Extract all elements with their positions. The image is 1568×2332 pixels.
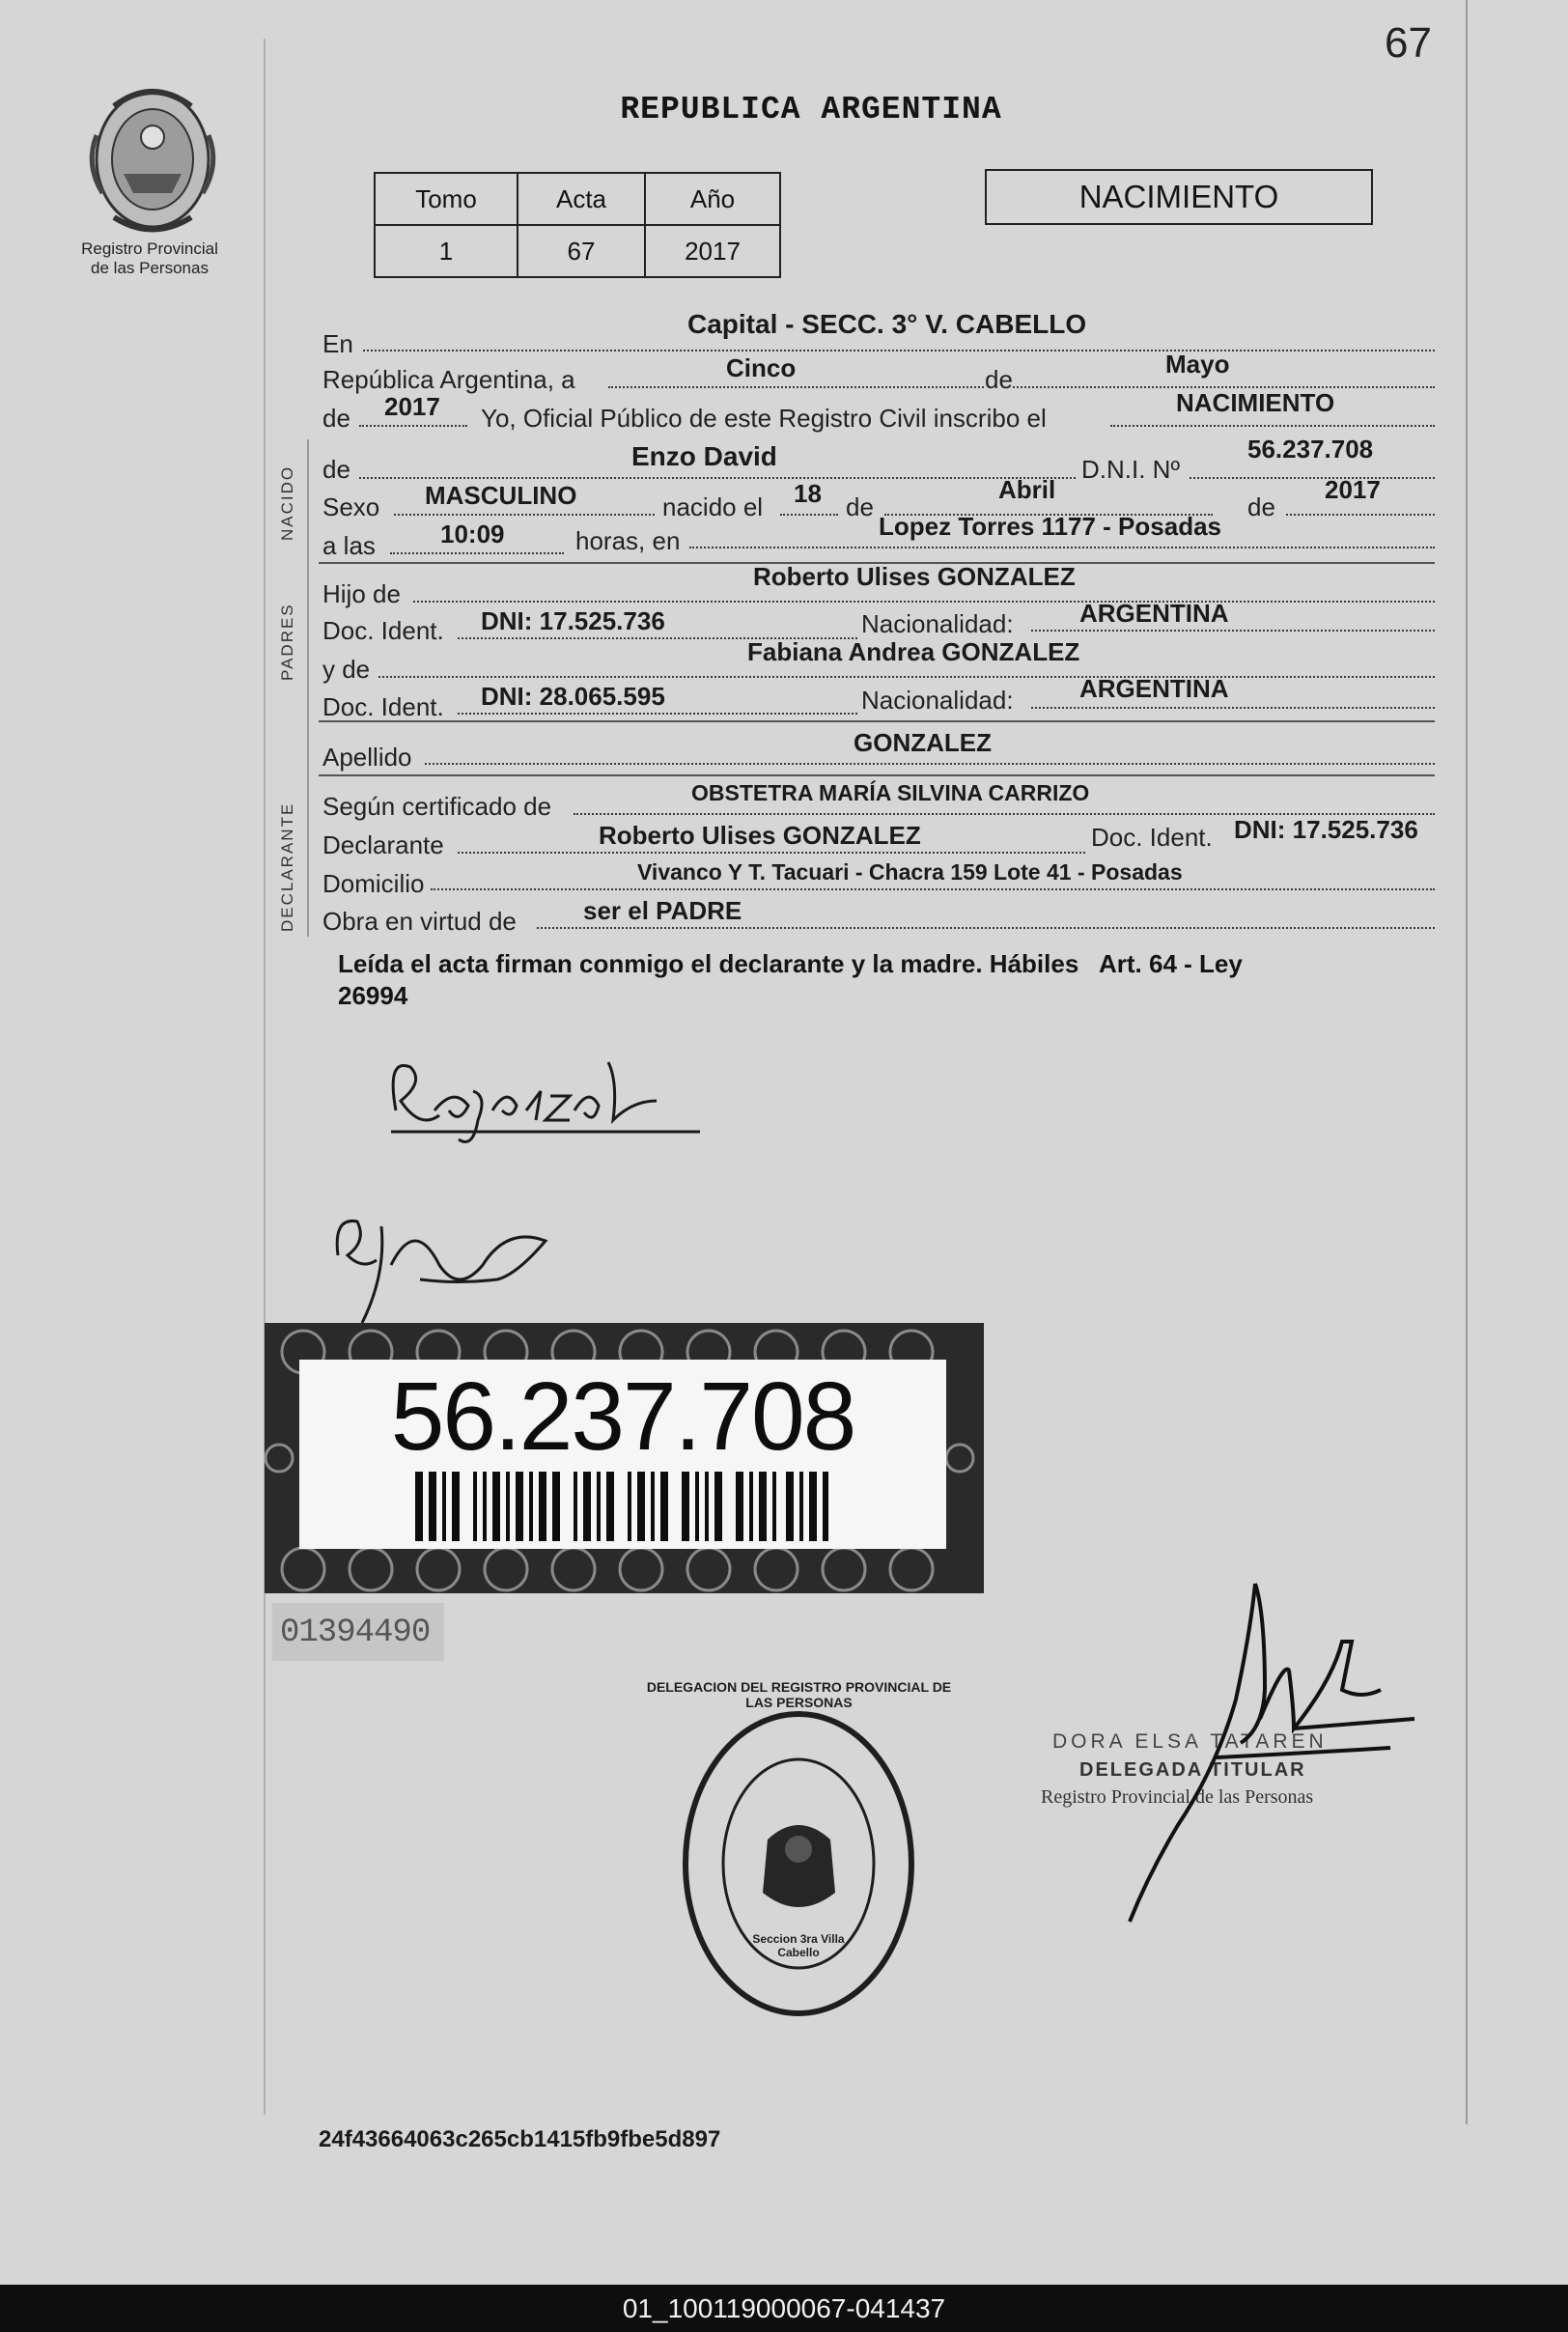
mother-nationality-label: Nacionalidad: [861,686,1014,715]
section-divider [307,439,309,937]
notes-line1: Leída el acta firman conmigo el declarante y la madre. Hábiles Art. 64 - Ley [338,949,1243,978]
obra-label: Obra en virtud de [322,907,517,936]
father-name: Roberto Ulises GONZALEZ [753,562,1076,591]
year-rule [359,425,467,427]
month-de-label: de [985,365,1013,394]
father-nationality: ARGENTINA [1079,599,1229,628]
birth-month: Abril [998,475,1056,504]
mother-signature [323,1188,555,1337]
birth-year-de-label: de [1247,492,1275,521]
mother-doc-rule [458,713,857,715]
mother-rule [378,676,1435,678]
father-doc-label: Doc. Ident. [322,616,444,645]
alas-label: a las [322,531,376,560]
yde-label: y de [322,655,371,684]
father-rule [413,601,1435,603]
domicilio-label: Domicilio [322,869,425,898]
father-nationality-rule [1031,630,1435,632]
obra-value: ser el PADRE [583,896,742,925]
mother-doc: DNI: 28.065.595 [481,682,665,711]
serial-number: 01394490 [280,1615,431,1651]
header-acta: Acta [518,173,645,225]
birth-year-rule [1286,514,1435,516]
mother-nationality-rule [1031,707,1435,709]
apellido-rule [425,763,1435,765]
province-logo [75,77,230,241]
certificado-label: Según certificado de [322,792,552,821]
official-role: DELEGADA TITULAR [1079,1759,1306,1781]
file-id-bar: 01_100119000067-041437 [0,2285,1568,2332]
nacido-label: nacido el [662,492,764,521]
value-acta: 67 [518,225,645,277]
value-ano: 2017 [645,225,780,277]
apellido-label: Apellido [322,743,412,772]
declarante-doc: DNI: 17.525.736 [1234,815,1418,844]
header-tomo: Tomo [375,173,518,225]
declarante-value: Roberto Ulises GONZALEZ [599,821,921,850]
domicilio-rule [431,888,1435,890]
dni-value: 56.237.708 [1247,435,1374,464]
value-tomo: 1 [375,225,518,277]
registry-label [58,239,241,278]
mother-nationality: ARGENTINA [1079,674,1229,703]
record-table [374,172,781,278]
official-name: DORA ELSA TATAREN [1052,1730,1328,1753]
barcode-white-panel [299,1360,946,1549]
name-rule [359,477,1076,479]
notes [338,948,1243,1012]
en-rule [363,350,1435,351]
page-number: 67 [1385,19,1432,67]
mother-name: Fabiana Andrea GONZALEZ [747,637,1080,666]
stamp-inner-text: Seccion 3ra Villa Cabello [752,1932,845,1959]
header-ano: Año [645,173,780,225]
time-rule [390,552,564,554]
declarante-rule [458,852,1085,854]
left-margin-line [264,39,266,2115]
yo-label: Yo, Oficial Público de este Registro Civil inscribo el [481,404,1047,433]
sexo-value: MASCULINO [425,481,577,510]
dni-label: D.N.I. Nº [1081,455,1180,484]
year-de-label: de [322,404,350,433]
obra-rule [537,927,1435,929]
stamp-outer-text: DELEGACION DEL REGISTRO PROVINCIAL DE LAS PERSONAS [646,1679,952,1710]
document-hash: 24f43664063c265cb1415fb9fbe5d897 [319,2126,721,2152]
day-value: Cinco [726,353,797,382]
declarante-doc-label: Doc. Ident. [1091,823,1213,852]
apellido-top-line [319,720,1435,722]
apellido-value: GONZALEZ [854,728,992,757]
barcode-label [265,1323,984,1593]
republica-label: República Argentina, a [322,365,575,394]
official-signature [1120,1574,1429,1936]
act-type-box: NACIMIENTO [985,169,1373,225]
dni-rule [1190,477,1435,479]
birth-day: 18 [794,479,822,508]
domicilio-value: Vivanco Y T. Tacuari - Chacra 159 Lote 41 - Posadas [637,859,1183,885]
hijo-label: Hijo de [322,579,401,608]
registry-label-line2: de las Personas [91,259,209,277]
place-value: Lopez Torres 1177 - Posadas [879,512,1221,541]
declarant-signature [381,1043,710,1173]
father-nationality-label: Nacionalidad: [861,609,1014,638]
birth-year: 2017 [1325,475,1381,504]
time-value: 10:09 [440,520,505,548]
certificado-value: OBSTETRA MARÍA SILVINA CARRIZO [691,780,1090,805]
horas-label: horas, en [575,526,681,555]
name-de-label: de [322,455,350,484]
barcode-bars [415,1472,830,1541]
right-margin-line [1466,0,1468,2124]
mother-doc-label: Doc. Ident. [322,692,444,721]
father-doc: DNI: 17.525.736 [481,606,665,635]
apellido-bottom-line [319,774,1435,776]
sexo-label: Sexo [322,492,380,521]
en-value: Capital - SECC. 3° V. CABELLO [687,309,1087,339]
serial-number-box [272,1603,444,1661]
side-label-declarante: DECLARANTE [278,801,296,932]
place-rule [689,547,1435,548]
act-value: NACIMIENTO [1176,388,1335,417]
act-rule [1110,425,1435,427]
barcode-number: 56.237.708 [390,1363,855,1471]
sexo-rule [394,514,655,516]
registry-label-line1: Registro Provincial [81,239,218,258]
side-label-padres: PADRES [278,603,296,681]
name-value: Enzo David [631,441,777,471]
birth-month-de-label: de [846,492,874,521]
official-oval-stamp [646,1679,952,2023]
year-value: 2017 [384,392,440,421]
birth-day-rule [780,514,838,516]
en-label: En [322,329,353,358]
stamp-emblem [763,1825,835,1907]
declarante-label: Declarante [322,830,444,859]
official-org: Registro Provincial de las Personas [1041,1786,1314,1808]
month-value: Mayo [1165,350,1230,379]
side-label-nacido: NACIDO [278,464,296,541]
document-title: REPUBLICA ARGENTINA [620,92,1002,127]
notes-line2: 26994 [338,981,408,1010]
